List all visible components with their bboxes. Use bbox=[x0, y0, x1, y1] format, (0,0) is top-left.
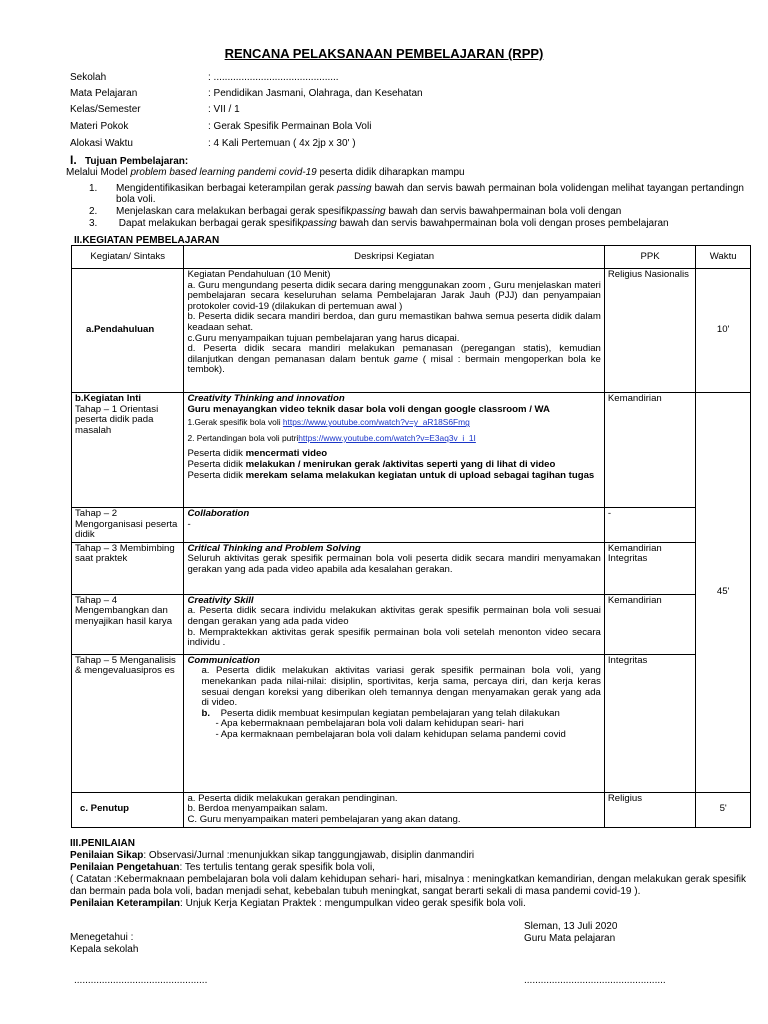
kegiatan-heading: II.KEGIATAN PEMBELAJARAN bbox=[74, 235, 220, 246]
penutup-time: 5' bbox=[696, 792, 751, 827]
kegiatan-table bbox=[71, 245, 751, 828]
value-kelas-semester: : VII / 1 bbox=[208, 104, 240, 115]
row-penutup bbox=[72, 792, 751, 827]
penutup-label: c. Penutup bbox=[72, 792, 184, 827]
row-tahap-3 bbox=[72, 542, 751, 594]
label-sekolah: Sekolah bbox=[70, 72, 107, 83]
row-tahap-5 bbox=[72, 654, 751, 792]
tahap-5-ppk: Integritas bbox=[604, 654, 695, 792]
tahap-4-ppk: Kemandirian bbox=[604, 594, 695, 654]
signature-line-left: ................................................ bbox=[74, 975, 208, 986]
signature-line-right: ................................................... bbox=[524, 975, 666, 986]
tahap-2-label: Tahap – 2 Mengorganisasi peserta didik bbox=[72, 508, 184, 543]
inti-time: 45' bbox=[696, 393, 751, 793]
section-penilaian: III.PENILAIAN Penilaian Sikap: Observasi/Jurnal :menunjukkan sikap tanggungjawab, disiplin danmandiri Penilaian Pengetahuan: Tes tertulis tentang gerak spesifik bola voli, ( Catatan :Kebermaknaan pembelajaran bola voli dalam kehidupan sehari- hari, misalnya : meningkatkan kemandirian, dengan melakukan gerak spesifik dan bermain pada bola voli, badan menjadi sehat, kebebalan tubuh meningkat, sangat berarti sekali di masa pandemi covid-19 ). Penilaian Keterampilan: Unjuk Kerja Kegiatan Praktek : mengumpulkan video gerak spesifik bola voli. bbox=[70, 838, 750, 910]
tahap-2-description: Collaboration - bbox=[184, 508, 604, 543]
header-kegiatan: Kegiatan/ Sintaks bbox=[72, 246, 184, 269]
penutup-ppk: Religius bbox=[604, 792, 695, 827]
tujuan-goal: 3. Dapat melakukan berbagai gerak spesifikpassing bawah dan servis bawahpermainan bola voli dengan proses pembelajaran bbox=[89, 218, 669, 229]
tahap-2-ppk: - bbox=[604, 508, 695, 543]
label-mata-pelajaran: Mata Pelajaran bbox=[70, 88, 138, 99]
value-sekolah: : ............................................. bbox=[208, 72, 339, 83]
signature-right: Sleman, 13 Juli 2020 Guru Mata pelajaran bbox=[524, 921, 618, 944]
tahap-3-description: Critical Thinking and Problem Solving Seluruh aktivitas gerak spesifik permainan bola voli peserta didik secara mandiri menyamakan gerakan yang ada pada video apabila ada kesalahan gerakan. bbox=[184, 542, 604, 594]
row-pendahuluan bbox=[72, 269, 751, 393]
document-title: RENCANA PELAKSANAAN PEMBELAJARAN (RPP) bbox=[224, 46, 544, 61]
section-tujuan bbox=[66, 153, 750, 229]
row-tahap-1 bbox=[72, 393, 751, 508]
row-tahap-4 bbox=[72, 594, 751, 654]
signature-left: Menegetahui : Kepala sekolah bbox=[70, 932, 139, 955]
value-alokasi-waktu: : 4 Kali Pertemuan ( 4x 2jp x 30' ) bbox=[208, 138, 356, 149]
tujuan-intro: Melalui Model problem based learning pandemi covid-19 peserta didik diharapkan mampu bbox=[66, 167, 465, 178]
video-link-1[interactable]: https://www.youtube.com/watch?v=y_aR18S6Fmg bbox=[282, 417, 470, 428]
pendahuluan-description: Kegiatan Pendahuluan (10 Menit) a. Guru mengundang peserta didik secara daring menggunakan zoom , Guru menjelaskan materi pembelajaran secara keseluruhan selama Pembelajaran Jarak Jauh (PJJ) dan penyampaian protokoler covid-19 (dilakukan di pertemuan awal ) b. Peserta didik secara mandiri berdoa, dan guru memastikan bahwa semua peserta didik dalam keadaan sehat. c.Guru menyampaikan tujuan pembelajaran yang harus dicapai. d. Peserta didik secara mandiri melakukan pemanasan (peregangan statis), kemudian dilanjutkan dengan pemanasan dalam bentuk game ( misal : bermain mengoperkan bola ke tembok). bbox=[184, 269, 604, 393]
value-materi-pokok: : Gerak Spesifik Permainan Bola Voli bbox=[208, 121, 372, 132]
pendahuluan-label: a.Pendahuluan bbox=[72, 269, 184, 393]
tujuan-heading: I. Tujuan Pembelajaran: bbox=[70, 153, 189, 167]
tahap-1-ppk: Kemandirian bbox=[604, 393, 695, 508]
tahap-5-label: Tahap – 5 Menganalisis & mengevaluasipros es bbox=[72, 654, 184, 792]
tahap-4-label: Tahap – 4 Mengembangkan dan menyajikan hasil karya bbox=[72, 594, 184, 654]
value-mata-pelajaran: : Pendidikan Jasmani, Olahraga, dan Kesehatan bbox=[208, 88, 423, 99]
video-link-2[interactable]: https://www.youtube.com/watch?v=E3aq3v_i_1I bbox=[298, 432, 476, 443]
label-alokasi-waktu: Alokasi Waktu bbox=[70, 138, 133, 149]
tahap-3-label: Tahap – 3 Membimbing saat praktek bbox=[72, 542, 184, 594]
tahap-1-label: b.Kegiatan Inti Tahap – 1 Orientasi peserta didik pada masalah bbox=[72, 393, 184, 508]
tujuan-goal-list bbox=[89, 183, 744, 229]
tahap-4-description: Creativity Skill a. Peserta didik secara individu melakukan aktivitas gerak spesifik permainan bola voli sesuai dengan gerakan yang ada pada video b. Mempraktekkan aktivitas gerak spesifik permainan bola voli setelah menonton video secara individu . bbox=[184, 594, 604, 654]
header-deskripsi: Deskripsi Kegiatan bbox=[184, 246, 604, 269]
tujuan-goal: 2. Menjelaskan cara melakukan berbagai gerak spesifikpassing bawah dan servis bawahpermainan bola voli dengan bbox=[89, 206, 622, 217]
identity-block bbox=[70, 72, 670, 152]
tahap-1-description: Creativity Thinking and innovation Guru menayangkan video teknik dasar bola voli dengan google classroom / WA 1.Gerak spesifik bola voli https://www.youtube.com/watch?v=y_aR18S6Fmg 2. Pertandingan bola voli putrihttps://www.youtube.com/watch?v=E3aq3v_i_1I Peserta didik mencermati video Peserta didik melakukan / menirukan gerak /aktivitas seperti yang di lihat di video Peserta didik merekam selama melakukan kegiatan untuk di upload sebagai tagihan tugas bbox=[184, 393, 604, 508]
penilaian-heading: III.PENILAIAN bbox=[70, 838, 136, 849]
penutup-description: a. Peserta didik melakukan gerakan pendinginan. b. Berdoa menyampaikan salam. C. Guru menyampaikan materi pembelajaran yang akan datang. bbox=[184, 792, 604, 827]
pendahuluan-ppk: Religius Nasionalis bbox=[604, 269, 695, 393]
tahap-5-description: Communication a. Peserta didik melakukan aktivitas variasi gerak spesifik permainan bola voli, yang menekankan pada nilai-nilai: disiplin, sportivitas, kerja sama, percaya diri, dan kerja keras sesuai dengan koreksi yang diberikan oleh temannya dengan menyamakan gerak yang ada di video. b. Peserta didik membuat kesimpulan kegiatan pembelajaran yang telah dilakukan - Apa kebermaknaan pembelajaran bola voli dalam kehidupan seari- hari - Apa kermaknaan pembelajaran bola voli dalam kehidupan selama pandemi covid bbox=[184, 654, 604, 792]
row-tahap-2 bbox=[72, 508, 751, 543]
header-ppk: PPK bbox=[604, 246, 695, 269]
header-waktu: Waktu bbox=[696, 246, 751, 269]
table-header-row bbox=[72, 246, 751, 269]
tujuan-goal: 1. Mengidentifikasikan berbagai keterampilan gerak passing bawah dan servis bawah permainan bola volidengan melihat tayangan pertandingn bola voli. bbox=[89, 183, 744, 205]
label-kelas-semester: Kelas/Semester bbox=[70, 104, 141, 115]
label-materi-pokok: Materi Pokok bbox=[70, 121, 129, 132]
tahap-3-ppk: Kemandirian Integritas bbox=[604, 542, 695, 594]
pendahuluan-time: 10' bbox=[696, 269, 751, 393]
